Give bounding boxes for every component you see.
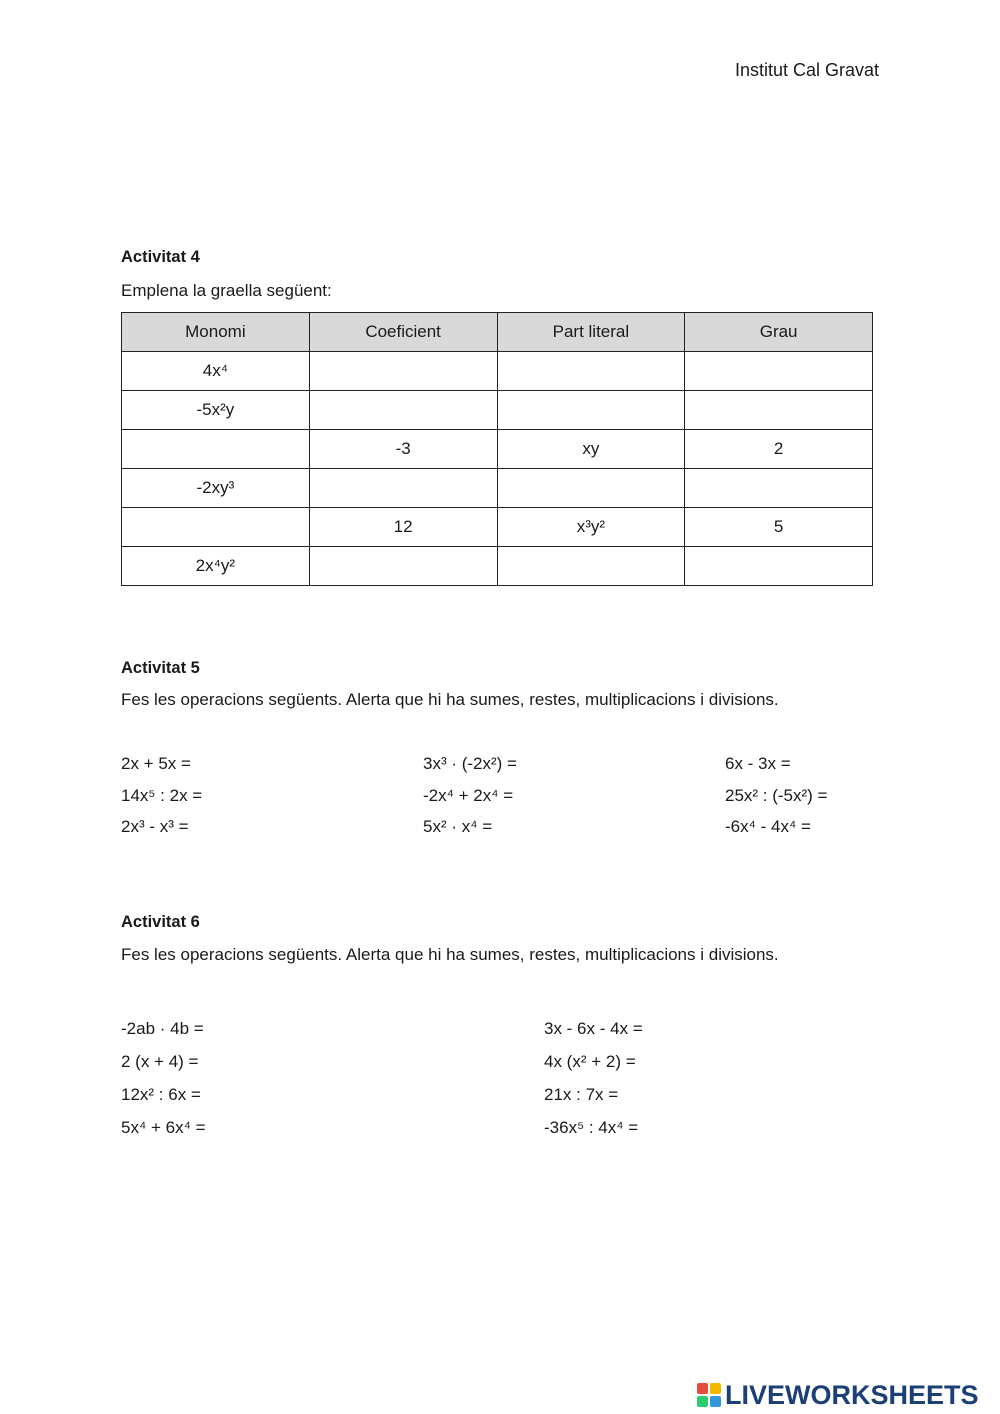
table-row	[122, 547, 873, 586]
table-cell-coeficient: 12	[309, 508, 497, 547]
table-cell-monomi: 2x⁴y²	[122, 547, 310, 586]
table-row	[122, 508, 873, 547]
operation-item: 14x⁵ : 2x =	[121, 786, 203, 805]
column-header-part-literal: Part literal	[497, 313, 685, 352]
table-cell-part-literal: x³y²	[497, 508, 685, 547]
logo-tile-icon	[697, 1383, 708, 1394]
table-cell-grau[interactable]	[685, 547, 873, 586]
table-cell-coeficient[interactable]	[309, 469, 497, 508]
school-name: Institut Cal Gravat	[734, 60, 879, 80]
liveworksheets-logo[interactable]	[697, 1378, 979, 1412]
table-cell-coeficient[interactable]	[309, 547, 497, 586]
operation-item: -36x⁵ : 4x⁴ =	[544, 1118, 639, 1137]
table-row	[122, 469, 873, 508]
table-cell-coeficient: -3	[309, 430, 497, 469]
operation-item: -6x⁴ - 4x⁴ =	[725, 817, 811, 836]
liveworksheets-logo-icon	[697, 1383, 721, 1407]
table-cell-monomi[interactable]	[122, 430, 310, 469]
logo-tile-icon	[710, 1396, 721, 1407]
table-row	[122, 391, 873, 430]
table-cell-monomi: -5x²y	[122, 391, 310, 430]
table-cell-part-literal[interactable]	[497, 352, 685, 391]
activity-4-title: Activitat 4	[121, 248, 200, 266]
column-header-grau: Grau	[685, 313, 873, 352]
table-cell-part-literal[interactable]	[497, 469, 685, 508]
activity-4-instruction: Emplena la graella següent:	[121, 281, 332, 300]
table-cell-grau[interactable]	[685, 469, 873, 508]
operation-item: 5x² · x⁴ =	[423, 817, 493, 836]
operation-item: 25x² : (-5x²) =	[725, 786, 828, 805]
operation-item: 3x³ · (-2x²) =	[423, 754, 517, 773]
operation-item: 21x : 7x =	[544, 1085, 619, 1104]
operation-item: 2x³ - x³ =	[121, 817, 189, 836]
operation-item: 6x - 3x =	[725, 754, 791, 773]
column-header-monomi: Monomi	[122, 313, 310, 352]
column-header-coeficient: Coeficient	[309, 313, 497, 352]
table-header-row	[122, 313, 873, 352]
operation-item: 2x + 5x =	[121, 754, 191, 773]
operation-item: 4x (x² + 2) =	[544, 1052, 636, 1071]
monomial-table	[121, 312, 873, 586]
logo-tile-icon	[710, 1383, 721, 1394]
operation-item: -2ab · 4b =	[121, 1019, 204, 1038]
table-cell-part-literal[interactable]	[497, 547, 685, 586]
activity-6-title: Activitat 6	[121, 913, 200, 931]
table-cell-grau[interactable]	[685, 391, 873, 430]
operation-item: 12x² : 6x =	[121, 1085, 201, 1104]
logo-tile-icon	[697, 1396, 708, 1407]
table-cell-grau: 2	[685, 430, 873, 469]
table-cell-coeficient[interactable]	[309, 352, 497, 391]
table-cell-monomi: 4x⁴	[122, 352, 310, 391]
table-cell-part-literal[interactable]	[497, 391, 685, 430]
activity-5-instruction: Fes les operacions següents. Alerta que hi ha sumes, restes, multiplicacions i divisions.	[121, 690, 779, 709]
table-row	[122, 352, 873, 391]
operation-item: -2x⁴ + 2x⁴ =	[423, 786, 514, 805]
operation-item: 5x⁴ + 6x⁴ =	[121, 1118, 206, 1137]
table-cell-coeficient[interactable]	[309, 391, 497, 430]
operation-item: 3x - 6x - 4x =	[544, 1019, 643, 1038]
table-cell-monomi[interactable]	[122, 508, 310, 547]
table-cell-part-literal: xy	[497, 430, 685, 469]
table-cell-grau[interactable]	[685, 352, 873, 391]
table-cell-grau: 5	[685, 508, 873, 547]
table-cell-monomi: -2xy³	[122, 469, 310, 508]
operation-item: 2 (x + 4) =	[121, 1052, 199, 1071]
logo-text: LIVEWORKSHEETS	[725, 1379, 979, 1410]
activity-6-instruction: Fes les operacions següents. Alerta que hi ha sumes, restes, multiplicacions i divisions.	[121, 945, 779, 964]
table-row	[122, 430, 873, 469]
activity-5-title: Activitat 5	[121, 659, 200, 677]
